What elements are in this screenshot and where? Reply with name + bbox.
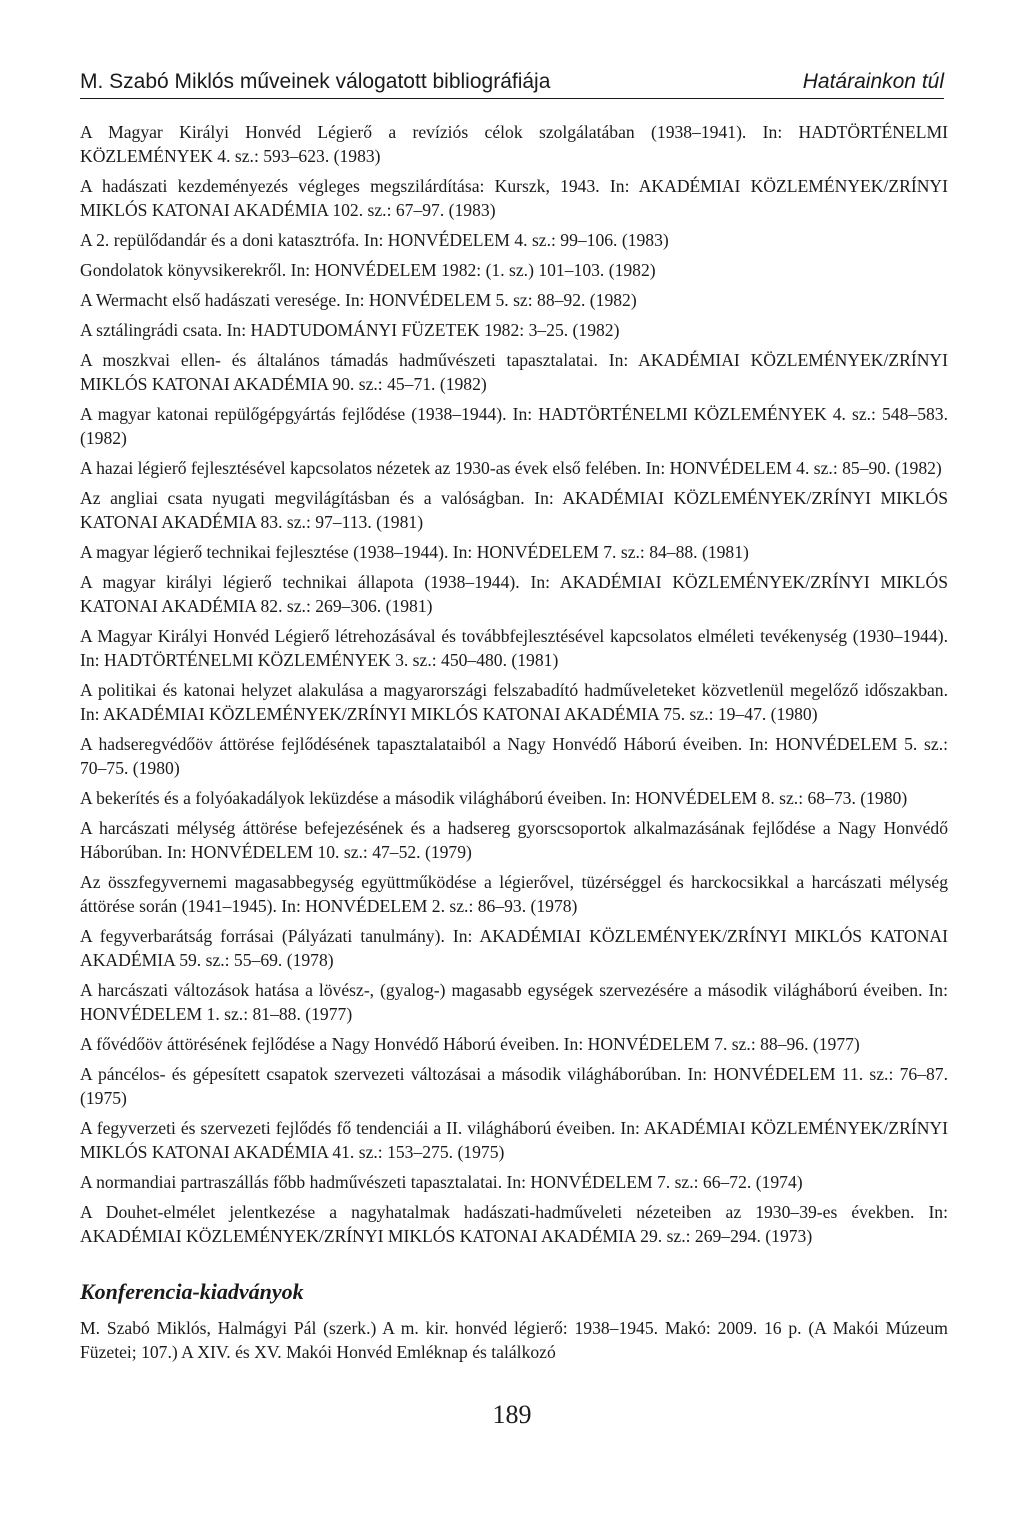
- bibliography-entry: A fővédőöv áttörésének fejlődése a Nagy Honvédő Háború éveiben. In: HONVÉDELEM 7. sz.: 88–96. (1977): [80, 1034, 860, 1054]
- bibliography-content: [80, 120, 948, 1370]
- bibliography-entry: A hadseregvédőöv áttörése fejlődésének tapasztalataiból a Nagy Honvédő Háború éveiben. In: HONVÉDELEM 5. sz.: 70–75. (1980): [80, 734, 948, 778]
- bibliography-entry: A Douhet-elmélet jelentkezése a nagyhatalmak hadászati-hadműveleti nézeteiben az 1930–39-es években. In: AKADÉMIAI KÖZLEMÉNYEK/ZRÍNYI MIKLÓS KATONAI AKADÉMIA 29. sz.: 269–294. (1973): [80, 1202, 948, 1246]
- bibliography-entry: A moszkvai ellen- és általános támadás hadművészeti tapasztalatai. In: AKADÉMIAI KÖZLEMÉNYEK/ZRÍNYI MIKLÓS KATONAI AKADÉMIA 90. sz.: 45–71. (1982): [80, 350, 948, 394]
- bibliography-entry: A magyar légierő technikai fejlesztése (1938–1944). In: HONVÉDELEM 7. sz.: 84–88. (1981): [80, 542, 749, 562]
- bibliography-entry: A fegyverbarátság forrásai (Pályázati tanulmány). In: AKADÉMIAI KÖZLEMÉNYEK/ZRÍNYI MIKLÓS KATONAI AKADÉMIA 59. sz.: 55–69. (1978): [80, 926, 948, 970]
- bibliography-entry: Az angliai csata nyugati megvilágításban és a valóságban. In: AKADÉMIAI KÖZLEMÉNYEK/ZRÍNYI MIKLÓS KATONAI AKADÉMIA 83. sz.: 97–113. (1981): [80, 488, 948, 532]
- bibliography-entry: A bekerítés és a folyóakadályok leküzdése a második világháború éveiben. In: HONVÉDELEM 8. sz.: 68–73. (1980): [80, 788, 908, 808]
- bibliography-entry: A hadászati kezdeményezés végleges megszilárdítása: Kurszk, 1943. In: AKADÉMIAI KÖZLEMÉNYEK/ZRÍNYI MIKLÓS KATONAI AKADÉMIA 102. sz.: 67–97. (1983): [80, 176, 948, 220]
- bibliography-entry: A politikai és katonai helyzet alakulása a magyarországi felszabadító hadműveleteket közvetlenül megelőző időszakban. In: AKADÉMIAI KÖZLEMÉNYEK/ZRÍNYI MIKLÓS KATONAI AKADÉMIA 75. sz.: 19–47. (1980): [80, 680, 948, 724]
- header-chapter-title: Határainkon túl: [802, 70, 944, 93]
- bibliography-entry: A sztálingrádi csata. In: HADTUDOMÁNYI FÜZETEK 1982: 3–25. (1982): [80, 320, 620, 340]
- bibliography-entry: M. Szabó Miklós, Halmágyi Pál (szerk.) A m. kir. honvéd légierő: 1938–1945. Makó: 2009. 16 p. (A Makói Múzeum Füzetei; 107.) A XIV. és XV. Makói Honvéd Emléknap és találkozó: [80, 1318, 948, 1362]
- bibliography-entry: A magyar királyi légierő technikai állapota (1938–1944). In: AKADÉMIAI KÖZLEMÉNYEK/ZRÍNYI MIKLÓS KATONAI AKADÉMIA 82. sz.: 269–306. (1981): [80, 572, 948, 616]
- bibliography-entry: A fegyverzeti és szervezeti fejlődés fő tendenciái a II. világháború éveiben. In: AKADÉMIAI KÖZLEMÉNYEK/ZRÍNYI MIKLÓS KATONAI AKADÉMIA 41. sz.: 153–275. (1975): [80, 1118, 948, 1162]
- bibliography-entry: A Magyar Királyi Honvéd Légierő a revíziós célok szolgálatában (1938–1941). In: HADTÖRTÉNELMI KÖZLEMÉNYEK 4. sz.: 593–623. (1983): [80, 122, 948, 166]
- section-heading: Konferencia-kiadványok: [80, 1279, 304, 1304]
- bibliography-entry: A Wermacht első hadászati veresége. In: HONVÉDELEM 5. sz: 88–92. (1982): [80, 290, 637, 310]
- bibliography-entry: A harcászati változások hatása a lövész-, (gyalog-) magasabb egységek szervezésére a második világháború éveiben. In: HONVÉDELEM 1. sz.: 81–88. (1977): [80, 980, 948, 1024]
- bibliography-entry: Gondolatok könyvsikerekről. In: HONVÉDELEM 1982: (1. sz.) 101–103. (1982): [80, 260, 656, 280]
- bibliography-entry: A Magyar Királyi Honvéd Légierő létrehozásával és továbbfejlesztésével kapcsolatos elméleti tevékenység (1930–1944). In: HADTÖRTÉNELMI KÖZLEMÉNYEK 3. sz.: 450–480. (1981): [80, 626, 948, 670]
- bibliography-entry: A 2. repülődandár és a doni katasztrófa. In: HONVÉDELEM 4. sz.: 99–106. (1983): [80, 230, 669, 250]
- bibliography-list: [80, 120, 948, 1248]
- running-header: [80, 70, 944, 99]
- bibliography-entry: Az összfegyvernemi magasabbegység együttműködése a légierővel, tüzérséggel és harckocsikkal a harcászati mélység áttörése során (1941–1945). In: HONVÉDELEM 2. sz.: 86–93. (1978): [80, 872, 948, 916]
- bibliography-entry: A hazai légierő fejlesztésével kapcsolatos nézetek az 1930-as évek első felében. In: HONVÉDELEM 4. sz.: 85–90. (1982): [80, 458, 942, 478]
- bibliography-entry: A páncélos- és gépesített csapatok szervezeti változásai a második világháborúban. In: HONVÉDELEM 11. sz.: 76–87. (1975): [80, 1064, 948, 1108]
- bibliography-entry: A magyar katonai repülőgépgyártás fejlődése (1938–1944). In: HADTÖRTÉNELMI KÖZLEMÉNYEK 4. sz.: 548–583. (1982): [80, 404, 948, 448]
- bibliography-entry: A harcászati mélység áttörése befejezésének és a hadsereg gyorscsoportok alkalmazásának fejlődése a Nagy Honvédő Háborúban. In: HONVÉDELEM 10. sz.: 47–52. (1979): [80, 818, 948, 862]
- conference-list: [80, 1316, 948, 1364]
- bibliography-entry: A normandiai partraszállás főbb hadművészeti tapasztalatai. In: HONVÉDELEM 7. sz.: 66–72. (1974): [80, 1172, 803, 1192]
- header-book-title: M. Szabó Miklós műveinek válogatott bibliográfiája: [80, 70, 551, 93]
- page-number: 189: [492, 1400, 532, 1429]
